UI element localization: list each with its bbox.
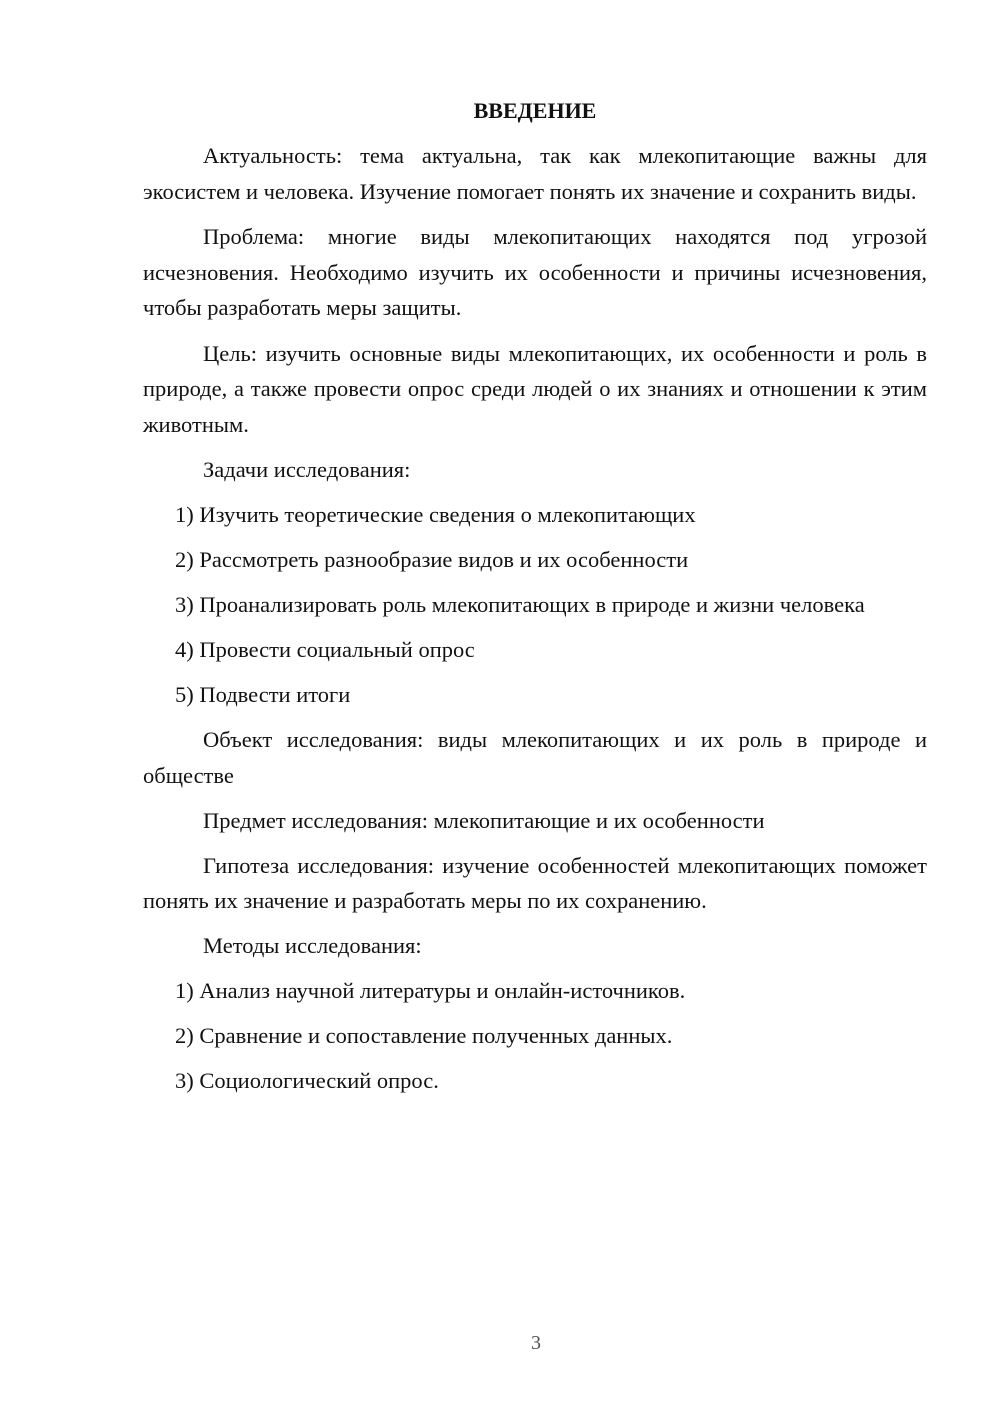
- paragraph-goal: Цель: изучить основные виды млекопитающих, их особенности и роль в природе, а также провести опрос среди людей о их знаниях и отношении к этим животным.: [143, 340, 927, 437]
- task-item: 3) Проанализировать роль млекопитающих в природе и жизни человека: [175, 592, 865, 617]
- task-item: 4) Провести социальный опрос: [175, 637, 475, 662]
- method-item: 1) Анализ научной литературы и онлайн-источников.: [175, 978, 686, 1003]
- paragraph-subject: Предмет исследования: млекопитающие и их особенности: [203, 807, 765, 833]
- page-content: [143, 96, 927, 1099]
- task-item: 2) Рассмотреть разнообразие видов и их особенности: [175, 547, 689, 572]
- method-item: 3) Социологический опрос.: [175, 1068, 439, 1093]
- method-item: 2) Сравнение и сопоставление полученных данных.: [175, 1023, 673, 1048]
- page-number: 3: [531, 1332, 541, 1354]
- task-item: 1) Изучить теоретические сведения о млекопитающих: [175, 502, 696, 527]
- paragraph-relevance: Актуальность: тема актуальна, так как млекопитающие важны для экосистем и человека. Изучение помогает понять их значение и сохранить виды.: [143, 143, 927, 204]
- tasks-heading: Задачи исследования:: [203, 457, 411, 482]
- paragraph-object: Объект исследования: виды млекопитающих и их роль в природе и обществе: [143, 727, 927, 788]
- methods-heading: Методы исследования:: [203, 933, 422, 958]
- page-title: ВВЕДЕНИЕ: [473, 98, 597, 123]
- task-item: 5) Подвести итоги: [175, 682, 351, 707]
- paragraph-problem: Проблема: многие виды млекопитающих находятся под угрозой исчезновения. Необходимо изучить их особенности и причины исчезновения, чтобы разработать меры защиты.: [143, 224, 927, 320]
- paragraph-hypothesis: Гипотеза исследования: изучение особенностей млекопитающих поможет понять их значение и разработать меры по их сохранению.: [143, 852, 927, 913]
